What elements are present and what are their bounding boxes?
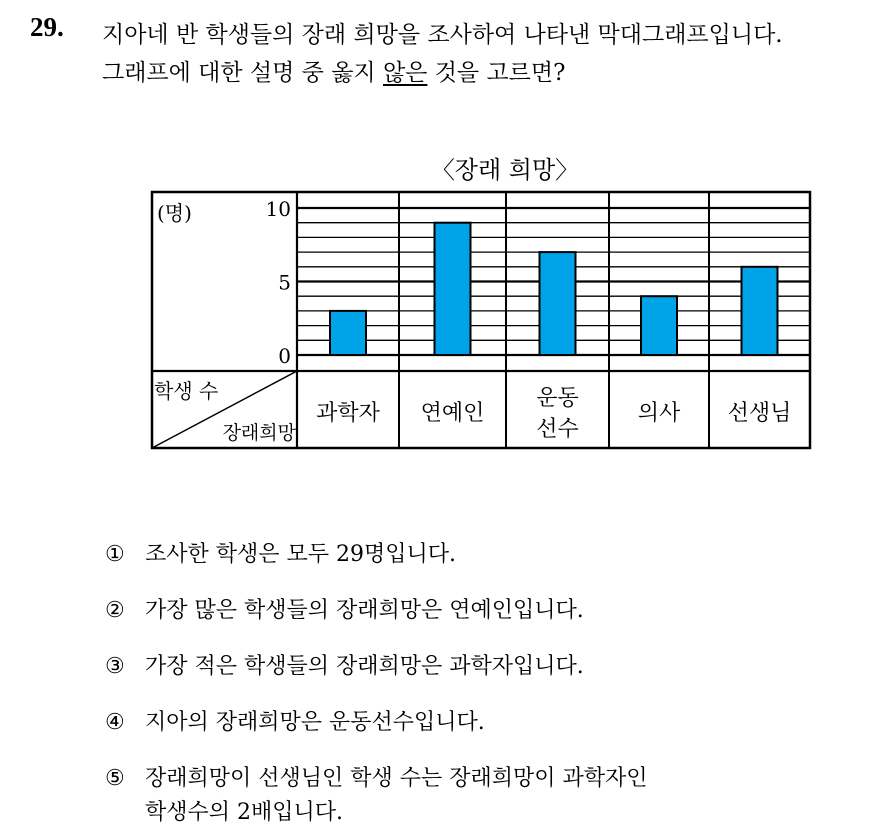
y-tick-10: 10 bbox=[265, 197, 291, 221]
y-tick-0: 0 bbox=[278, 344, 291, 368]
bar-1 bbox=[330, 311, 366, 355]
question-number: 29. bbox=[30, 12, 64, 42]
choice-1[interactable] bbox=[105, 537, 456, 568]
category-label-4: 의사 bbox=[637, 401, 681, 426]
choice-2[interactable] bbox=[105, 593, 584, 624]
bar-3 bbox=[540, 252, 576, 355]
question-text-before: 그래프에 대한 설명 중 옳지 bbox=[102, 60, 383, 86]
category-label-3-line2: 선수 bbox=[536, 417, 579, 442]
choice-3-text: 가장 적은 학생들의 장래희망은 과학자입니다. bbox=[145, 654, 584, 679]
choice-3[interactable] bbox=[105, 649, 584, 680]
choice-1-text: 조사한 학생은 모두 29명입니다. bbox=[145, 542, 456, 567]
bar-2 bbox=[435, 223, 471, 355]
choice-4-text: 지아의 장래희망은 운동선수입니다. bbox=[145, 710, 485, 735]
bar-5 bbox=[742, 267, 778, 355]
choice-4[interactable] bbox=[105, 705, 485, 736]
choice-2-text: 가장 많은 학생들의 장래희망은 연예인입니다. bbox=[145, 598, 584, 623]
y-axis-unit-label: (명) bbox=[157, 201, 192, 225]
choice-5-mark: ⑤ bbox=[105, 766, 125, 791]
corner-column-label: 장래희망 bbox=[222, 422, 296, 444]
choice-3-mark: ③ bbox=[105, 654, 125, 679]
question-underlined-word: 않은 bbox=[382, 60, 428, 86]
category-label-2: 연예인 bbox=[420, 401, 485, 426]
choice-4-mark: ④ bbox=[105, 710, 125, 735]
y-tick-5: 5 bbox=[278, 270, 291, 295]
choice-5-text-line2: 학생수의 2배입니다. bbox=[145, 800, 343, 825]
question-text-line1: 지아네 반 학생들의 장래 희망을 조사하여 나타낸 막대그래프입니다. bbox=[102, 22, 783, 48]
category-label-1: 과학자 bbox=[316, 401, 380, 426]
category-label-3-line1: 운동 bbox=[536, 386, 579, 411]
bar-4 bbox=[641, 296, 677, 355]
choice-1-mark: ① bbox=[105, 542, 125, 567]
category-label-5: 선생님 bbox=[727, 401, 792, 426]
choice-2-mark: ② bbox=[105, 598, 125, 623]
chart-title: 〈장래 희망〉 bbox=[430, 156, 580, 184]
choice-5-text: 장래희망이 선생님인 학생 수는 장래희망이 과학자인 bbox=[145, 766, 648, 791]
corner-row-label: 학생 수 bbox=[154, 379, 219, 403]
question-text-after: 것을 고르면? bbox=[427, 60, 566, 86]
choice-5[interactable] bbox=[105, 761, 648, 792]
